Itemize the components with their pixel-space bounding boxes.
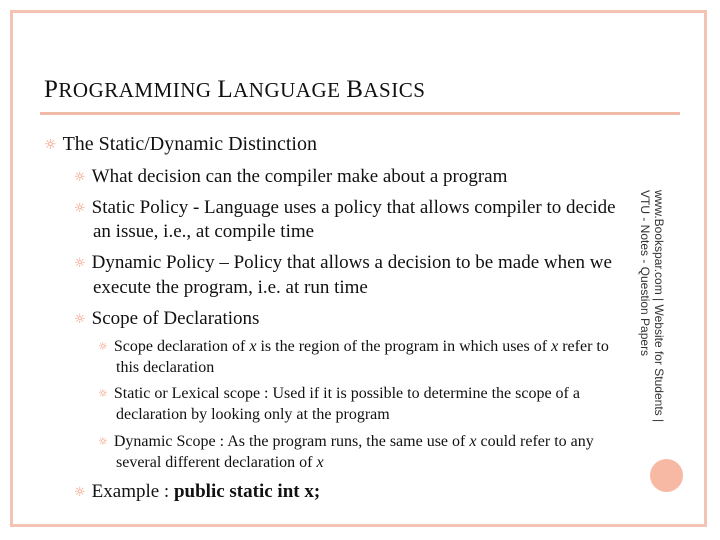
point-4 bbox=[74, 308, 259, 330]
subpoint-3-var: x bbox=[469, 433, 477, 450]
title-divider bbox=[40, 112, 680, 115]
point-2-text: Static Policy - Language uses a policy that allows compiler to decide bbox=[91, 197, 616, 218]
title-w2-first: L bbox=[217, 76, 234, 103]
example-code: public static int x; bbox=[173, 481, 321, 502]
subpoint-1-cont: this declaration bbox=[116, 359, 215, 376]
title-w2-rest: ANGUAGE bbox=[233, 78, 341, 102]
point-2-cont: an issue, i.e., at compile time bbox=[93, 221, 315, 242]
subpoint-1-text-c: refer to bbox=[558, 338, 609, 355]
subpoint-2-cont: declaration by looking only at the program bbox=[116, 406, 390, 423]
title-w1-rest: ROGRAMMING bbox=[58, 78, 212, 102]
sun-icon: ☼ bbox=[74, 312, 86, 327]
decorative-circle bbox=[650, 459, 683, 492]
slide-title bbox=[44, 76, 425, 104]
example-item bbox=[74, 481, 320, 503]
title-w3-rest: ASICS bbox=[363, 78, 426, 102]
point-1 bbox=[74, 166, 507, 188]
sun-icon: ☼ bbox=[98, 387, 108, 400]
subpoint-1 bbox=[98, 338, 609, 356]
title-w3-first: B bbox=[346, 76, 364, 103]
subpoint-3-var2: x bbox=[316, 454, 324, 471]
sun-icon: ☼ bbox=[98, 340, 108, 353]
subpoint-1-text-a: Scope declaration of bbox=[113, 338, 250, 355]
sidebar-watermark bbox=[638, 190, 666, 490]
sun-icon: ☼ bbox=[98, 435, 108, 448]
sidebar-line-2: VTU - Notes - Question Papers bbox=[638, 190, 652, 357]
example-label: Example : bbox=[91, 481, 174, 502]
point-4-text: Scope of Declarations bbox=[91, 308, 260, 329]
subpoint-1-var2: x bbox=[551, 338, 559, 355]
sun-icon: ☼ bbox=[74, 256, 86, 271]
subpoint-3-cont-text: several different declaration of bbox=[116, 454, 317, 471]
point-1-text: What decision can the compiler make about a program bbox=[91, 166, 508, 187]
point-3-text: Dynamic Policy – Policy that allows a decision to be made when we bbox=[91, 252, 612, 273]
point-3-cont: execute the program, i.e. at run time bbox=[93, 277, 368, 298]
subpoint-2-text: Static or Lexical scope : Used if it is possible to determine the scope of a bbox=[113, 385, 580, 402]
point-3 bbox=[74, 252, 612, 274]
title-w1-first: P bbox=[44, 76, 59, 103]
subpoint-3-text-a: Dynamic Scope : As the program runs, the same use of bbox=[113, 433, 470, 450]
sun-icon: ☼ bbox=[74, 201, 86, 216]
subpoint-1-text-b: is the region of the program in which uses of bbox=[256, 338, 552, 355]
heading-text: The Static/Dynamic Distinction bbox=[62, 133, 317, 155]
subpoint-3 bbox=[98, 433, 594, 451]
sidebar-line-1: www.Bookspar.com | Website for Students | bbox=[652, 190, 666, 423]
point-2 bbox=[74, 197, 616, 219]
sun-icon: ☼ bbox=[44, 137, 57, 153]
sun-icon: ☼ bbox=[74, 485, 86, 500]
subpoint-3-text-b: could refer to any bbox=[476, 433, 594, 450]
heading-item bbox=[44, 133, 317, 156]
subpoint-3-cont bbox=[116, 454, 324, 472]
sun-icon: ☼ bbox=[74, 170, 86, 185]
subpoint-2 bbox=[98, 385, 580, 403]
subpoint-1-var: x bbox=[249, 338, 257, 355]
